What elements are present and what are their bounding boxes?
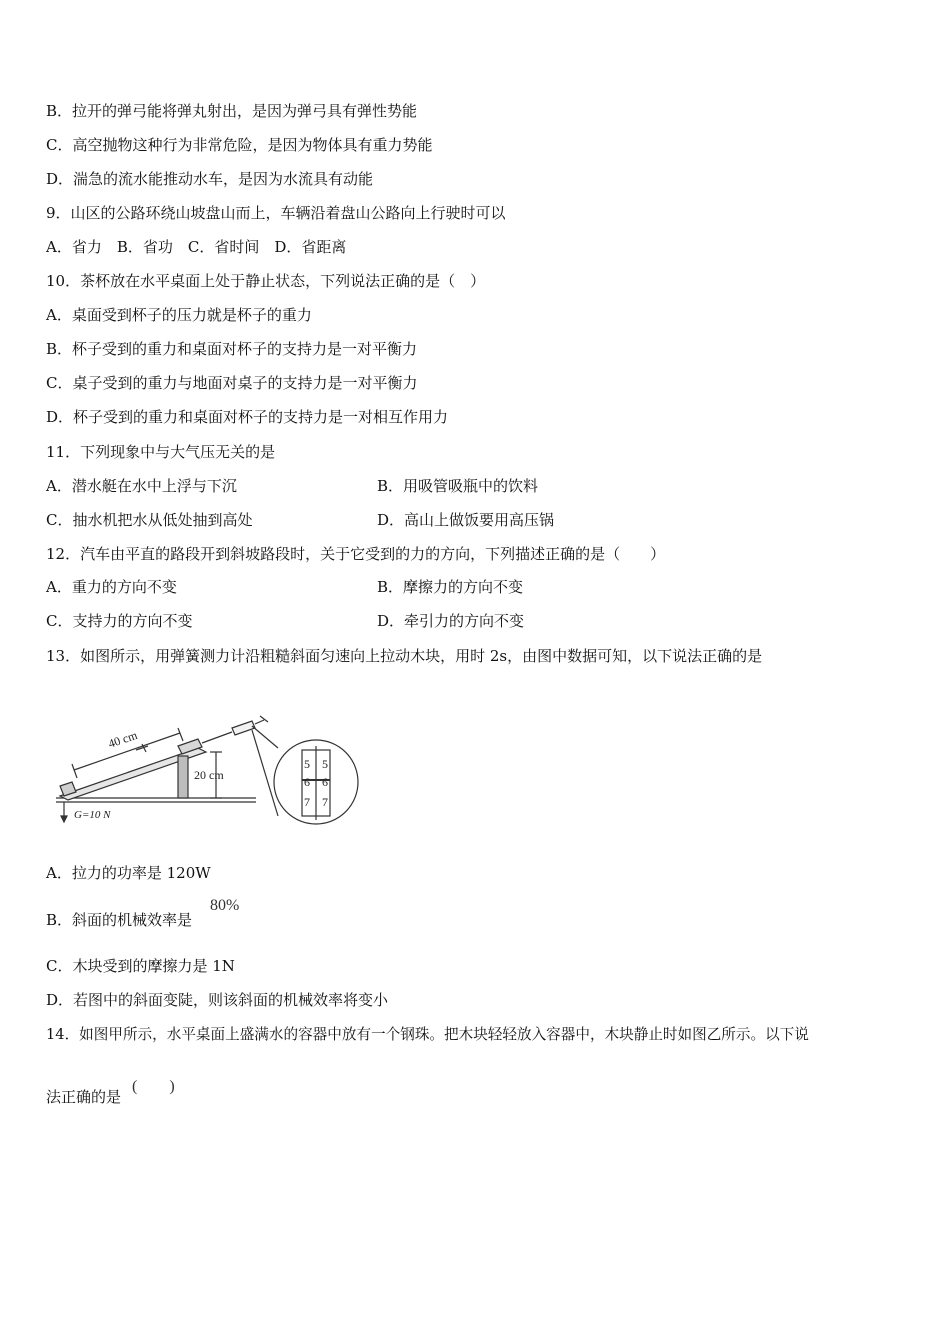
q10-option-a: A．桌面受到杯子的压力就是杯子的重力 (46, 306, 312, 324)
q12-stem: 12．汽车由平直的路段开到斜坡路段时，关于它受到的力的方向，下列描述正确的是（ ） (46, 545, 666, 563)
q8-option-c: C．高空抛物这种行为非常危险，是因为物体具有重力势能 (46, 136, 433, 154)
q13-option-b-value: 80% (210, 897, 240, 914)
q14-bracket: ( ) (132, 1078, 175, 1095)
q11-stem: 11．下列现象中与大气压无关的是 (46, 443, 276, 461)
q11-option-b: B．用吸管吸瓶中的饮料 (377, 477, 539, 495)
q11-option-d: D．高山上做饭要用高压锅 (377, 511, 555, 529)
length-label: 40 cm (106, 727, 140, 751)
q10-option-b: B．杯子受到的重力和桌面对杯子的支持力是一对平衡力 (46, 340, 418, 358)
scale-right-7: 7 (322, 795, 328, 809)
q12-option-d: D．牵引力的方向不变 (377, 612, 525, 630)
q10-stem: 10．茶杯放在水平桌面上处于静止状态，下列说法正确的是（ ） (46, 272, 486, 290)
string (202, 732, 232, 743)
magnify-line-2 (252, 730, 278, 816)
scale-left-5: 5 (304, 757, 310, 771)
q9-options: A．省力 B．省功 C．省时间 D．省距离 (46, 238, 347, 256)
scale-right-5: 5 (322, 757, 328, 771)
q11-option-a: A．潜水艇在水中上浮与下沉 (46, 477, 237, 495)
height-label: 20 cm (194, 768, 224, 782)
scale-right-6: 6 (322, 775, 328, 789)
q11-option-c: C．抽水机把水从低处抽到高处 (46, 511, 253, 529)
q13-option-d: D．若图中的斜面变陡，则该斜面的机械效率将变小 (46, 991, 389, 1009)
q10-option-d: D．杯子受到的重力和桌面对杯子的支持力是一对相互作用力 (46, 408, 449, 426)
weight-label: G=10 N (74, 809, 111, 821)
q10-option-c: C．桌子受到的重力与地面对桌子的支持力是一对平衡力 (46, 374, 418, 392)
q8-option-d: D．湍急的流水能推动水车，是因为水流具有动能 (46, 170, 374, 188)
spring-scale (232, 721, 255, 735)
q8-option-b: B．拉开的弹弓能将弹丸射出，是因为弹弓具有弹性势能 (46, 102, 418, 120)
scale-left-7: 7 (304, 795, 310, 809)
q13-option-b: B．斜面的机械效率是 (46, 911, 193, 929)
q13-option-a: A．拉力的功率是 120W (46, 864, 211, 882)
incline-figure (46, 706, 362, 836)
hand-grip (255, 716, 268, 724)
scale-left-6: 6 (304, 775, 310, 789)
q12-option-a: A．重力的方向不变 (46, 578, 177, 596)
q13-stem: 13．如图所示，用弹簧测力计沿粗糙斜面匀速向上拉动木块，用时 2s，由图中数据可知，以下说法正确的是 (46, 647, 763, 665)
q12-option-c: C．支持力的方向不变 (46, 612, 193, 630)
q14-stem-line2: 法正确的是 (46, 1088, 122, 1106)
q13-option-c: C．木块受到的摩擦力是 1N (46, 957, 235, 975)
q12-option-b: B．摩擦力的方向不变 (377, 578, 524, 596)
q14-stem-line1: 14．如图甲所示，水平桌面上盛满水的容器中放有一个钢珠。把木块轻轻放入容器中，木块静止时如图乙所示。以下说 (46, 1026, 809, 1043)
support-post (178, 756, 188, 798)
q9-stem: 9．山区的公路环绕山坡盘山而上，车辆沿着盘山公路向上行驶时可以 (46, 204, 506, 222)
